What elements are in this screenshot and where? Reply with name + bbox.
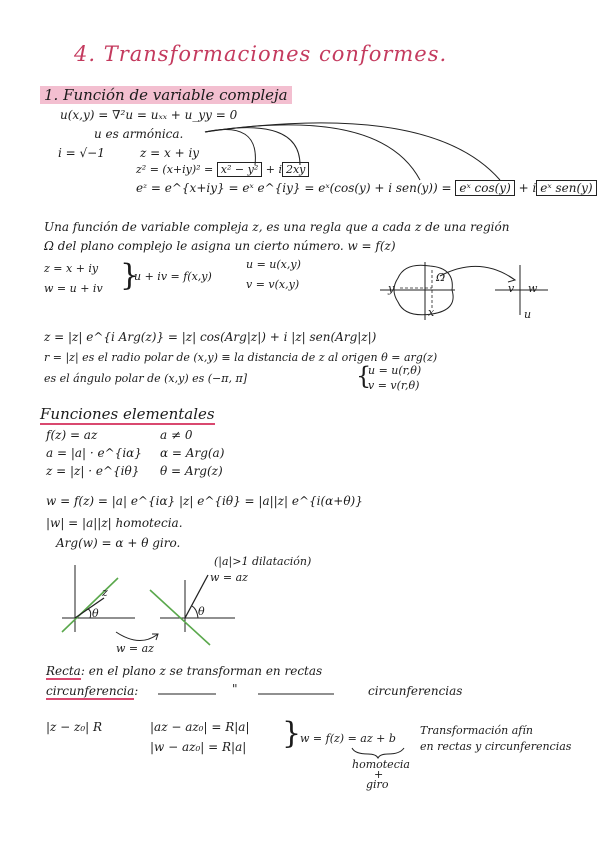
system-brace: } xyxy=(120,258,140,293)
system-z: z = x + iy xyxy=(44,262,99,275)
recta-label: Recta xyxy=(46,664,81,678)
z-definition: z = x + iy xyxy=(140,146,200,160)
affine-map: w = f(z) = az + b xyxy=(300,732,396,745)
elem-alpha: α = Arg(a) xyxy=(160,446,225,460)
system-w: w = u + iv xyxy=(44,282,103,295)
armonica-line: u es armónica. xyxy=(94,127,184,141)
section-heading-funciones-elementales: Funciones elementales xyxy=(40,405,215,423)
laplace-line: u(x,y) = ∇²u = uₓₓ + u_yy = 0 xyxy=(60,108,238,122)
w-modulus: |w| = |a||z| homotecia. xyxy=(46,516,183,530)
exp-prefix: eᶻ = e^{x+iy} = eˣ e^{iy} = eˣ(cos(y) + i sen(y)) = xyxy=(136,181,456,195)
map-y-label: y xyxy=(388,282,395,295)
map-omega-label: Ω xyxy=(436,271,446,284)
exp-real-box: eˣ cos(y) xyxy=(455,180,514,196)
z-squared-prefix: z² = (x+iy)² = xyxy=(136,163,217,176)
affine-label-1: Transformación afín xyxy=(420,724,533,737)
z-squared-imag-box: 2xy xyxy=(282,162,309,177)
section-heading-funcion-variable-compleja: 1. Función de variable compleja xyxy=(40,86,292,104)
diag-theta2: θ xyxy=(198,605,205,618)
dilatacion-note: (|a|>1 dilatación) xyxy=(214,555,312,568)
circle-eq-scaled: |az − az₀| = R|a| xyxy=(150,720,250,734)
polar-form: z = |z| e^{i Arg(z)} = |z| cos(Arg|z|) + i |z| sen(Arg|z|) xyxy=(44,330,377,344)
elem-f: f(z) = az xyxy=(46,428,98,442)
polar-v: v = v(r,θ) xyxy=(368,379,420,392)
i-definition: i = √−1 xyxy=(58,146,105,160)
w-product: w = f(z) = |a| e^{iα} |z| e^{iθ} = |a||z| e^{i(α+θ)} xyxy=(46,494,363,508)
polar-brace: { xyxy=(356,362,372,390)
diag-theta1: θ xyxy=(92,607,99,620)
circ-label: circunferencia xyxy=(46,684,135,698)
polar-u: u = u(r,θ) xyxy=(368,364,422,377)
giro-note: giro xyxy=(366,778,389,791)
w-argument: Arg(w) = α + θ giro. xyxy=(56,536,181,550)
system-u: u = u(x,y) xyxy=(246,258,301,271)
z-squared-real-box: x² − y² xyxy=(217,162,262,177)
map-x-label: x xyxy=(428,306,435,319)
elem-z: z = |z| · e^{iθ} xyxy=(46,464,140,478)
recta-text: : en el plano z se transforman en rectas xyxy=(80,664,323,678)
arrow-label: w = az xyxy=(116,642,154,655)
system-v: v = v(x,y) xyxy=(246,278,300,291)
circ-colon: : xyxy=(134,684,139,698)
exp-mid: + i xyxy=(514,181,537,195)
system-mid: u + iv = f(x,y) xyxy=(134,270,212,283)
plus-note: + xyxy=(374,768,384,781)
circ-ditto: " xyxy=(232,682,238,696)
definition-paragraph-line-1: Una función de variable compleja z, es una regla que a cada z de una región xyxy=(44,220,510,234)
map-w-label: w xyxy=(528,282,538,295)
homotecia-note: homotecia xyxy=(352,758,410,771)
elem-theta: θ = Arg(z) xyxy=(160,464,223,478)
circle-eq-w: |w − az₀| = R|a| xyxy=(150,740,247,754)
affine-label-2: en rectas y circunferencias xyxy=(420,740,572,753)
map-v-label: v xyxy=(508,282,515,295)
diag-w-label: w = az xyxy=(210,571,248,584)
circ-text: circunferencias xyxy=(368,684,463,698)
circle-brace: } xyxy=(282,716,302,751)
exp-imag-box: eˣ sen(y) xyxy=(536,180,596,196)
diag-z-label: z xyxy=(102,586,108,599)
page-title: 4. Transformaciones conformes. xyxy=(74,42,448,66)
definition-paragraph-line-2: Ω del plano complejo le asigna un cierto número. w = f(z) xyxy=(44,239,396,253)
elem-f-cond: a ≠ 0 xyxy=(160,428,193,442)
polar-angle: es el ángulo polar de (x,y) es (−π, π] xyxy=(44,372,248,385)
z-squared-mid: + i xyxy=(262,163,282,176)
map-u-label: u xyxy=(524,308,532,321)
polar-radius: r = |z| es el radio polar de (x,y) ≡ la distancia de z al origen θ = arg(z) xyxy=(44,351,438,364)
circle-eq: |z − z₀| R xyxy=(46,720,103,734)
elem-a: a = |a| · e^{iα} xyxy=(46,446,142,460)
